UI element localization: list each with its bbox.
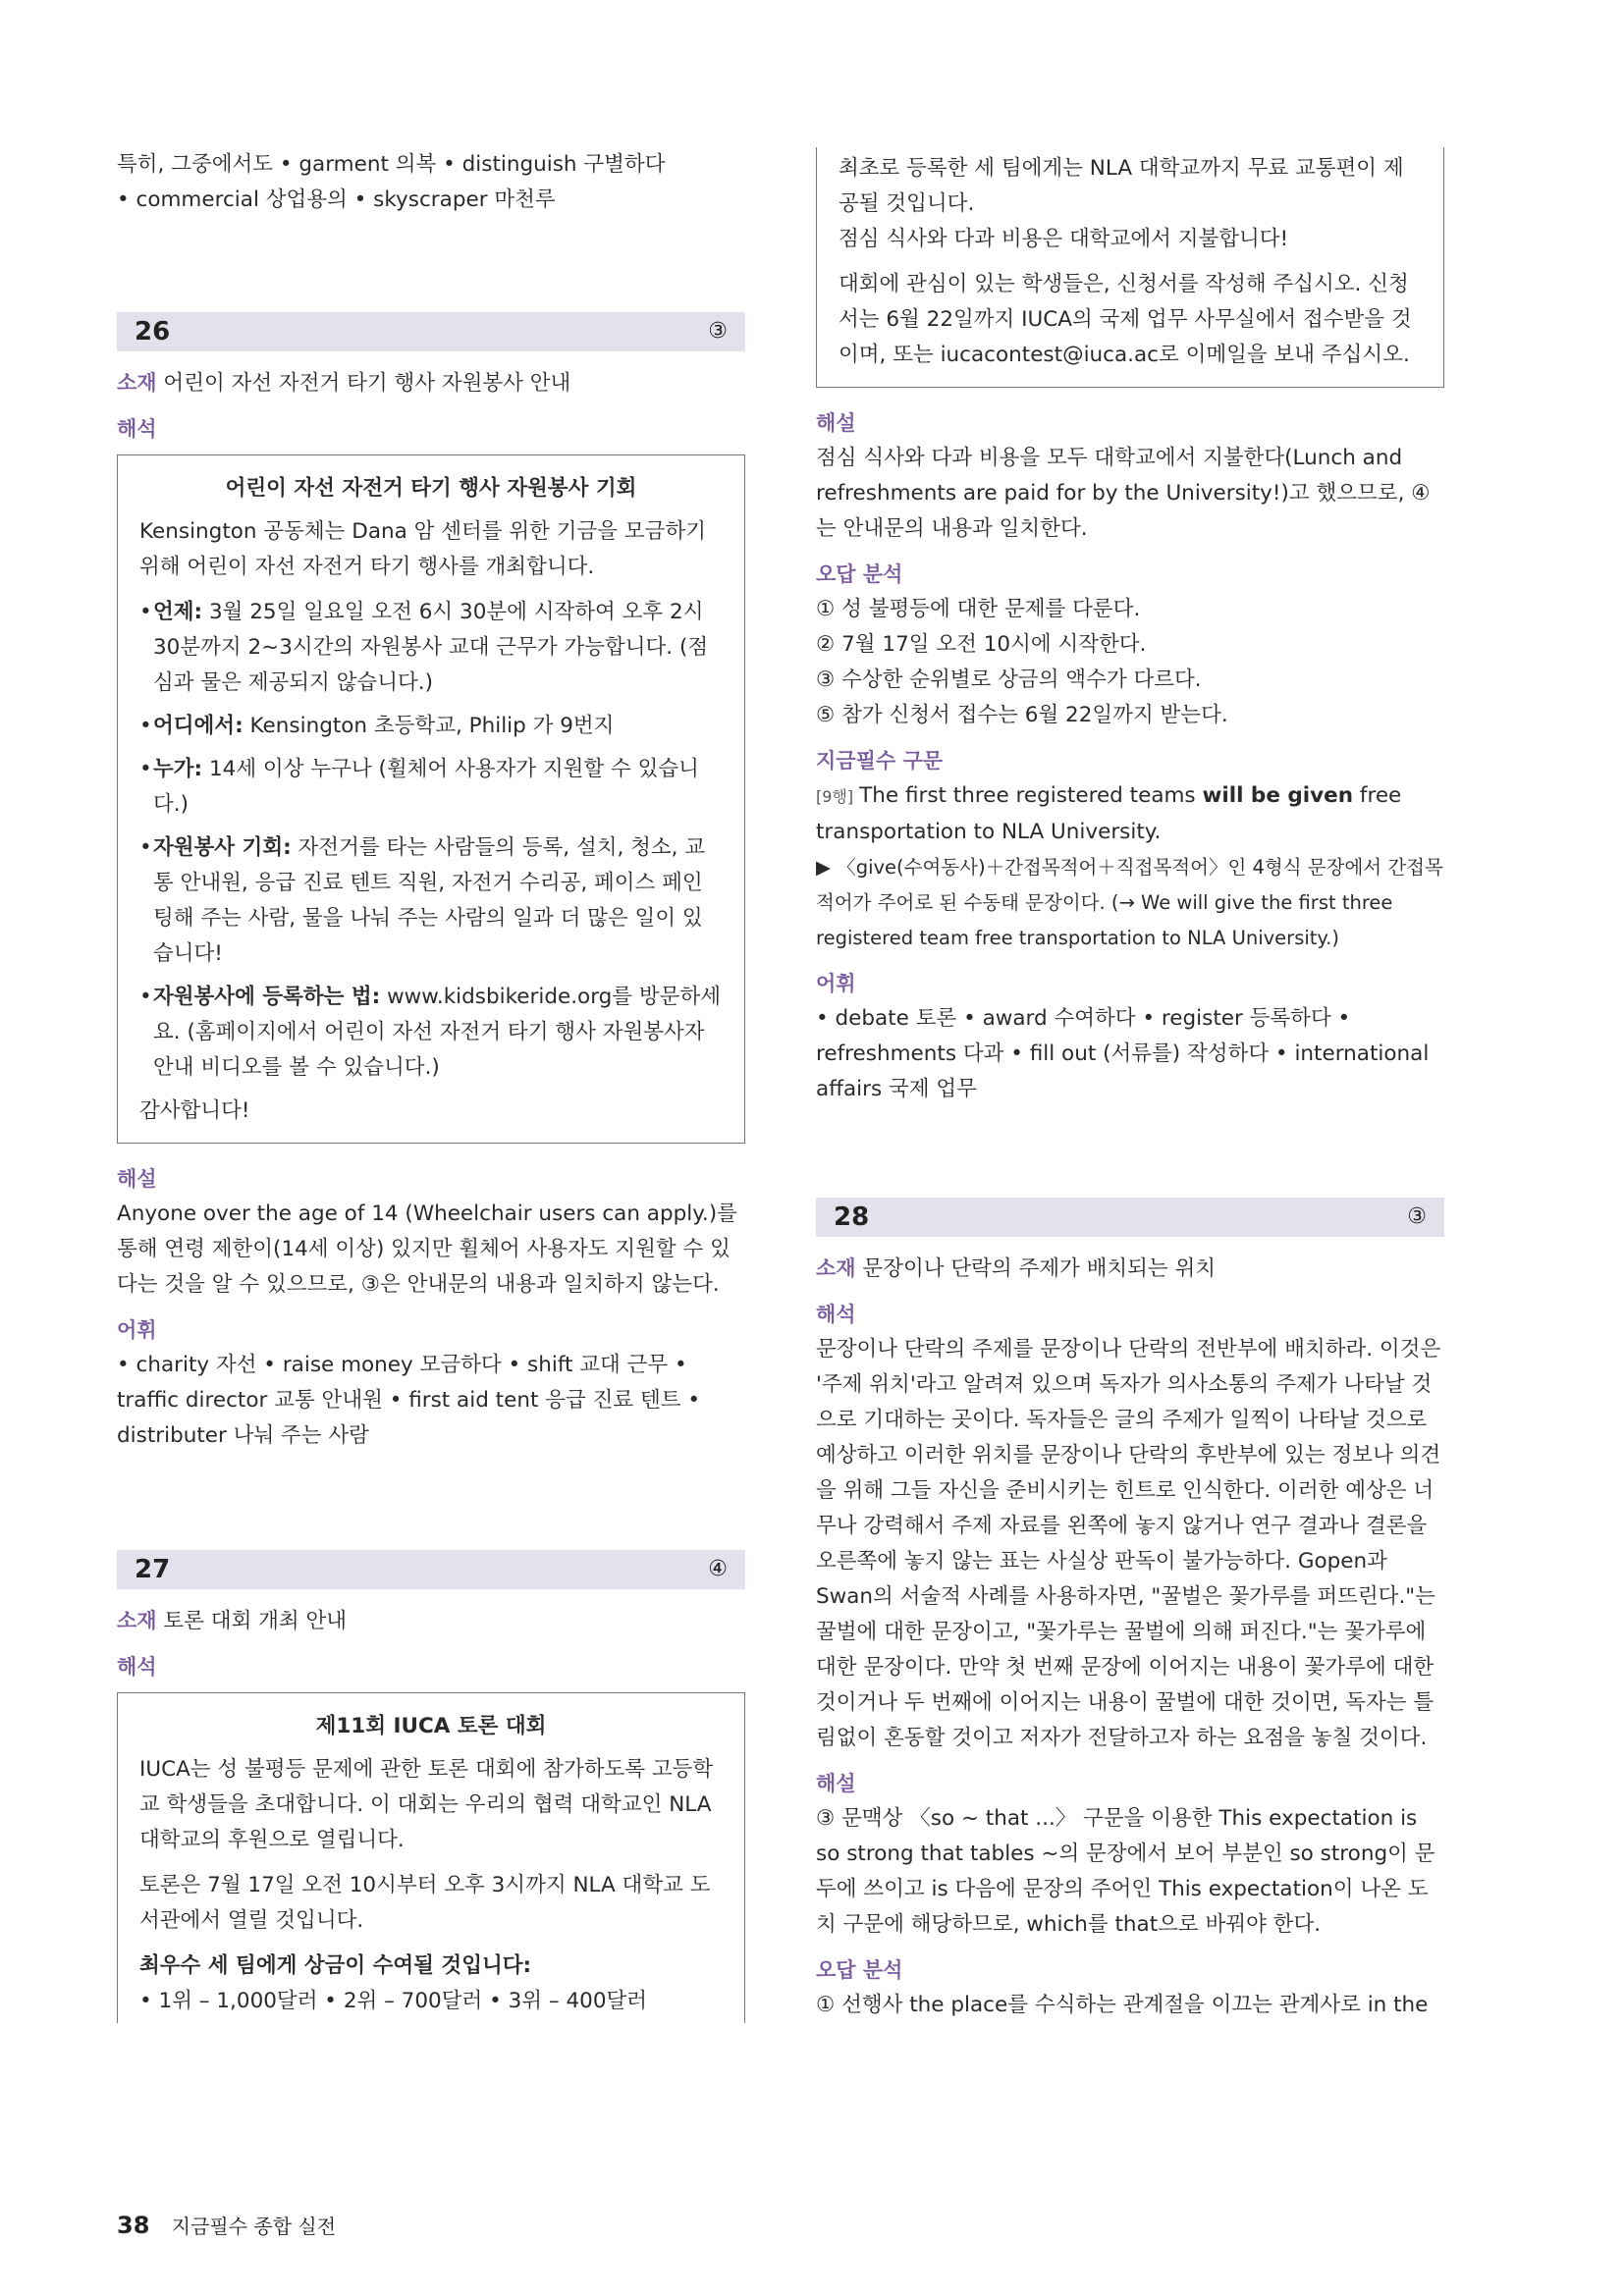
- q28-number: 28: [834, 1202, 870, 1232]
- q26-answer: ③: [708, 319, 728, 344]
- q27-prizes: • 1위 – 1,000달러 • 2위 – 700달러 • 3위 – 400달러: [139, 1989, 648, 2013]
- q27-notice-box: [117, 1692, 745, 2023]
- q27-notice-box-cont: [816, 147, 1444, 388]
- q27-subject: 소재 토론 대회 개최 안내: [117, 1609, 348, 1633]
- q27-wrong-item: ② 7월 17일 오전 10시에 시작한다.: [816, 632, 1147, 657]
- q27-explain-label: 해설: [816, 411, 856, 435]
- intro-vocab-line-1: 특히, 그중에서도 • garment 의복 • distinguish 구별하다: [117, 152, 666, 177]
- q26-vocab: • charity 자선 • raise money 모금하다 • shift 교대 근무 • traffic director 교통 안내원 • first aid tent 응급 진료 텐트 • distributer 나눠 주는 사람: [117, 1353, 701, 1448]
- q26-box-closing: 감사합니다!: [139, 1098, 250, 1123]
- q26-notice-box: [117, 454, 745, 1144]
- q26-vocab-label: 어휘: [117, 1318, 157, 1342]
- q28-explain-label: 해설: [816, 1772, 856, 1795]
- q26-bullet: • 누가: 14세 이상 누구나 (휠체어 사용자가 지원할 수 있습니다.): [139, 757, 699, 817]
- q26-bullet: • 어디에서: Kensington 초등학교, Philip 가 9번지: [139, 714, 615, 738]
- q26-bullet: • 언제: 3월 25일 일요일 오전 6시 30분에 시작하여 오후 2시 30분까지 2~3시간의 자원봉사 교대 근무가 가능합니다. (점심과 물은 제공되지 않습니다.): [139, 600, 709, 695]
- q27-box-cont-2: 점심 식사와 다과 비용은 대학교에서 지불합니다!: [839, 227, 1289, 251]
- q28-answer: ③: [1407, 1204, 1427, 1229]
- q26-bullet: • 자원봉사에 등록하는 법: www.kidsbikeride.org를 방문하세요. (홈페이지에서 어린이 자선 자전거 타기 행사 자원봉사자 안내 비디오를 볼 수 있습니다.): [139, 985, 721, 1080]
- q28-translation-label: 해석: [816, 1303, 856, 1326]
- q27-prize-head: 최우수 세 팀에게 상금이 수여될 것입니다:: [139, 1953, 532, 1978]
- right-column: [816, 147, 1444, 2023]
- book-title: 지금필수 종합 실전: [171, 2215, 337, 2238]
- q27-para-2: 토론은 7월 17일 오전 10시부터 오후 3시까지 NLA 대학교 도서관에서 열릴 것입니다.: [139, 1873, 711, 1933]
- q27-header: [117, 1550, 745, 1589]
- q27-syntax-note: ▶ 〈give(수여동사)＋간접목적어＋직접목적어〉인 4형식 문장에서 간접목적어가 주어로 된 수동태 문장이다. (→ We will give the first three registered team free transportation to NLA University.): [816, 856, 1443, 949]
- q27-answer: ④: [708, 1557, 728, 1581]
- q26-box-intro: Kensington 공동체는 Dana 암 센터를 위한 기금을 모금하기 위해 어린이 자선 자전거 타기 행사를 개최합니다.: [139, 519, 706, 579]
- q27-wrong-item: ⑤ 참가 신청서 접수는 6월 22일까지 받는다.: [816, 703, 1228, 727]
- q27-box-title: 제11회 IUCA 토론 대회: [315, 1714, 547, 1738]
- left-column: [117, 147, 745, 2023]
- q27-vocab-label: 어휘: [816, 972, 856, 995]
- q26-subject: 소재 어린이 자선 자전거 타기 행사 자원봉사 안내: [117, 371, 571, 396]
- q27-box-cont-1: 최초로 등록한 세 팀에게는 NLA 대학교까지 무료 교통편이 제공될 것입니다.: [839, 156, 1404, 216]
- q26-box-title: 어린이 자선 자전거 타기 행사 자원봉사 기회: [225, 476, 637, 501]
- q27-para-1: IUCA는 성 불평등 문제에 관한 토론 대회에 참가하도록 고등학교 학생들을 초대합니다. 이 대회는 우리의 협력 대학교인 NLA 대학교의 후원으로 열립니다.: [139, 1757, 714, 1852]
- q26-header: [117, 312, 745, 351]
- q28-translation: 문장이나 단락의 주제를 문장이나 단락의 전반부에 배치하라. 이것은 '주제 위치'라고 알려져 있으며 독자가 의사소통의 주제가 나타날 것으로 기대하는 곳이다. 독자들은 글의 주제가 일찍이 나타날 것으로 예상하고 이러한 위치를 문장이나 단락의 후반부에 있는 정보나 의견을 위해 그들 자신을 준비시키는 힌트로 인식한다. 이러한 예상은 너무나 강력해서 주제 자료를 왼쪽에 놓지 않거나 연구 결과나 결론을 오른쪽에 놓지 않는 표는 사실상 판독이 불가능하다. Gopen과 Swan의 서술적 사례를 사용하자면, "꿀벌은 꽃가루를 퍼뜨린다."는 꿀벌에 대한 문장이고, "꽃가루는 꿀벌에 의해 퍼진다."는 꽃가루에 대한 문장이다. 만약 첫 번째 문장에 이어지는 내용이 꽃가루에 대한 것이거나 두 번째에 이어지는 내용이 꿀벌에 대한 것이면, 독자는 틀림없이 혼동할 것이고 저자가 전달하고자 하는 요점을 놓칠 것이다.: [816, 1337, 1441, 1750]
- q27-vocab: • debate 토론 • award 수여하다 • register 등록하다 • refreshments 다과 • fill out (서류를) 작성하다 • international affairs 국제 업무: [816, 1006, 1430, 1101]
- q26-explain: Anyone over the age of 14 (Wheelchair users can apply.)를 통해 연령 제한이(14세 이상) 있지만 휠체어 사용자도 지원할 수 있다는 것을 알 수 있으므로, ③은 안내문의 내용과 일치하지 않는다.: [117, 1201, 737, 1297]
- q27-syntax-label: 지금필수 구문: [816, 749, 944, 773]
- q27-translation-label: 해석: [117, 1655, 157, 1679]
- intro-vocab-line-2: • commercial 상업용의 • skyscraper 마천루: [117, 187, 556, 212]
- q28-wrong-item: ① 선행사 the place를 수식하는 관계절을 이끄는 관계사로 in the: [816, 1993, 1429, 2017]
- q27-wrong-item: ③ 수상한 순위별로 상금의 액수가 다르다.: [816, 667, 1202, 692]
- page-number: 38: [117, 2212, 150, 2239]
- q27-explain: 점심 식사와 다과 비용을 모두 대학교에서 지불한다(Lunch and refreshments are paid for by the University!)고 했으므로, ④는 안내문의 내용과 일치한다.: [816, 446, 1431, 541]
- q28-explain: ③ 문맥상 〈so ~ that ...〉 구문을 이용한 This expectation is so strong that tables ~의 문장에서 보어 부분인 so strong이 문두에 쓰이고 is 다음에 문장의 주어인 This expectation이 나온 도치 구문에 해당하므로, which를 that으로 바꿔야 한다.: [816, 1806, 1435, 1937]
- q26-translation-label: 해석: [117, 417, 157, 441]
- q27-number: 27: [135, 1555, 171, 1584]
- q27-wrong-label: 오답 분석: [816, 562, 903, 586]
- q26-number: 26: [135, 317, 171, 347]
- q28-wrong-label: 오답 분석: [816, 1958, 903, 1982]
- q28-header: [816, 1198, 1444, 1237]
- q26-explain-label: 해설: [117, 1167, 157, 1191]
- q26-bullet: • 자원봉사 기회: 자전거를 타는 사람들의 등록, 설치, 청소, 교통 안내원, 응급 진료 텐트 직원, 자전거 수리공, 페이스 페인팅해 주는 사람, 물을 나눠 주는 사람의 일과 더 많은 일이 있습니다!: [139, 835, 706, 966]
- q27-box-cont-3: 대회에 관심이 있는 학생들은, 신청서를 작성해 주십시오. 신청서는 6월 22일까지 IUCA의 국제 업무 사무실에서 접수받을 것이며, 또는 iucacontest@iuca.ac로 이메일을 보내 주십시오.: [839, 272, 1412, 367]
- q27-wrong-item: ① 성 불평등에 대한 문제를 다룬다.: [816, 597, 1141, 621]
- page-footer: [117, 2211, 336, 2239]
- q28-subject: 소재 문장이나 단락의 주제가 배치되는 위치: [816, 1256, 1217, 1281]
- q27-syntax-sentence: [9행] The first three registered teams will be given free transportation to NLA University.: [816, 783, 1402, 844]
